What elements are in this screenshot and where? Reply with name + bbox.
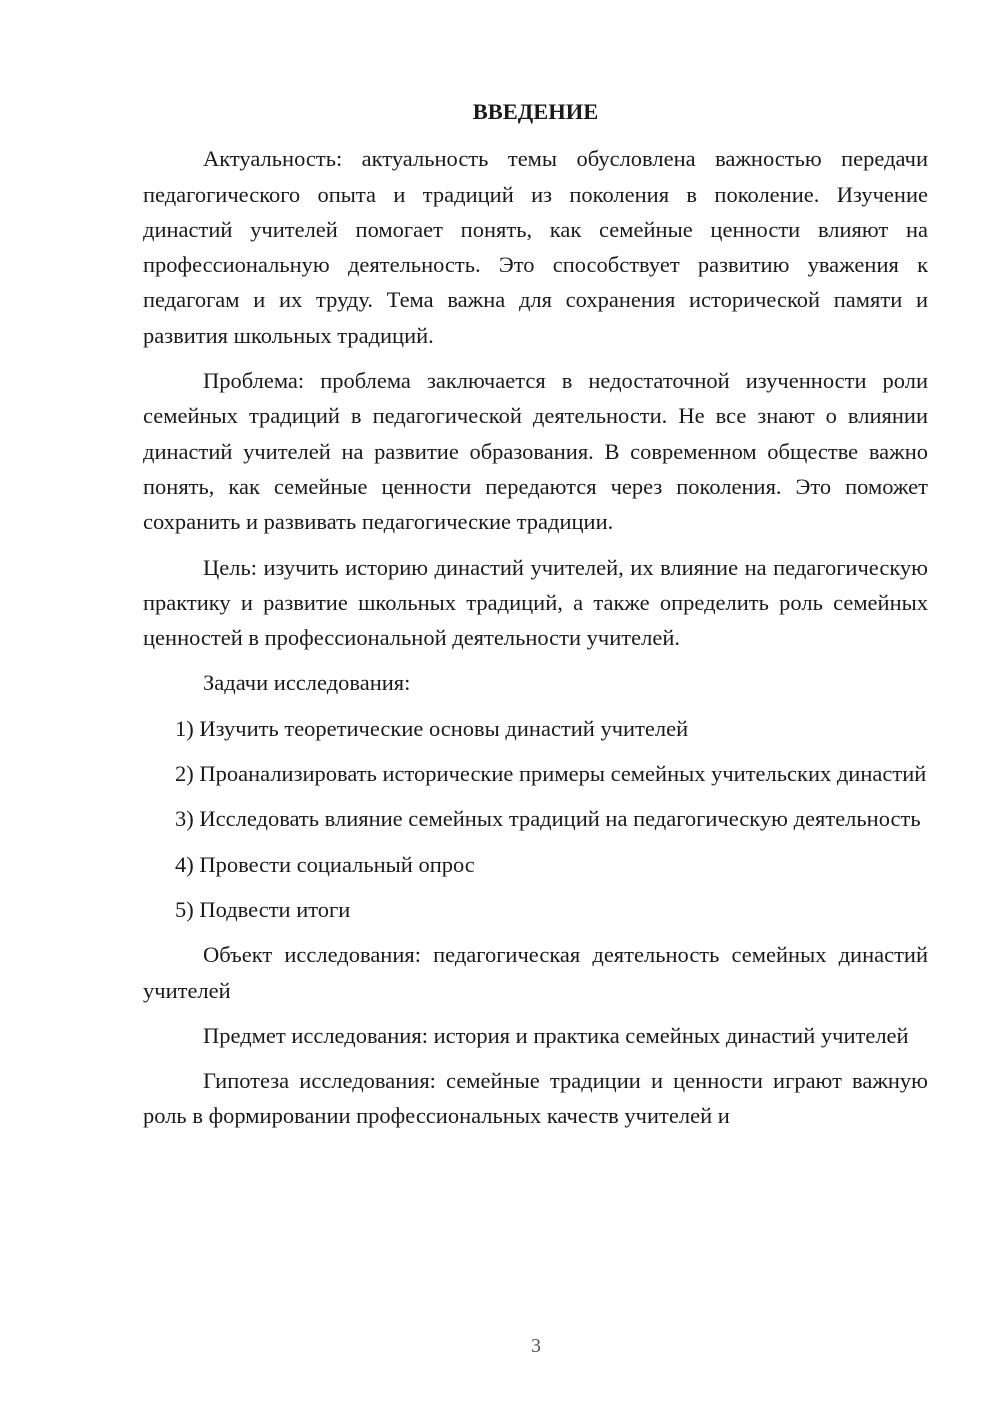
subject-paragraph: Предмет исследования: история и практика семейных династий учителей (203, 1022, 909, 1048)
section-title: ВВЕДЕНИЕ (472, 99, 599, 124)
page-content (143, 94, 928, 1144)
task-item: 1) Изучить теоретические основы династий учителей (175, 715, 689, 741)
task-item: 3) Исследовать влияние семейных традиций на педагогическую деятельность (175, 806, 921, 832)
page-number: 3 (531, 1335, 541, 1357)
task-item: 2) Проанализировать исторические примеры семейных учительских династий (175, 761, 927, 787)
tasks-heading: Задачи исследования: (203, 670, 411, 696)
task-item: 4) Провести социальный опрос (175, 851, 475, 877)
task-item: 5) Подвести итоги (175, 896, 351, 922)
relevance-paragraph: Актуальность: актуальность темы обусловлена важностью передачи педагогического опыта и традиций из поколения в поколение. Изучение династий учителей помогает понять, как семейные ценности влияют на профессиональную деятельность. Это способствует развитию уважения к педагогам и их труду. Тема важна для сохранения исторической памяти и развития школьных традиций. (143, 146, 928, 348)
hypothesis-paragraph: Гипотеза исследования: семейные традиции и ценности играют важную роль в формировании профессиональных качеств учителей и (143, 1068, 928, 1129)
goal-paragraph: Цель: изучить историю династий учителей, их влияние на педагогическую практику и развитие школьных традиций, а также определить роль семейных ценностей в профессиональной деятельности учителей. (143, 554, 928, 651)
problem-paragraph: Проблема: проблема заключается в недостаточной изученности роли семейных традиций в педагогической деятельности. Не все знают о влиянии династий учителей на развитие образования. В современном обществе важно понять, как семейные ценности передаются через поколения. Это поможет сохранить и развивать педагогические традиции. (143, 368, 928, 535)
object-paragraph: Объект исследования: педагогическая деятельность семейных династий учителей (143, 942, 928, 1003)
